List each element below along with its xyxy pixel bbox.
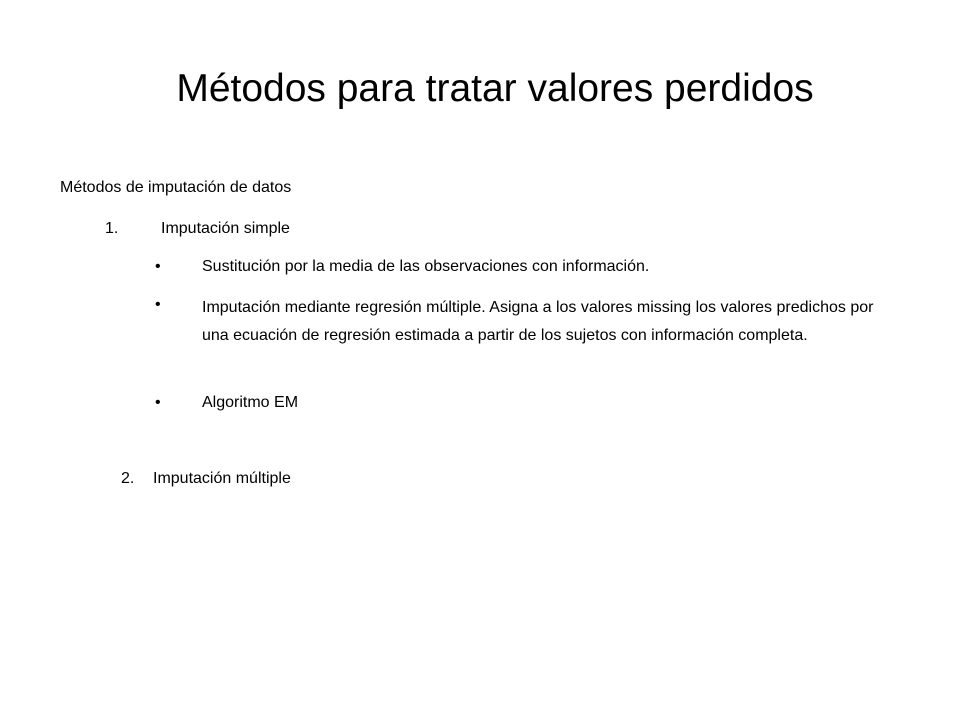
- bullet-item-algoritmo-em: Algoritmo EM: [202, 394, 299, 411]
- bullet-marker: •: [155, 258, 161, 275]
- bullet-marker: •: [155, 296, 161, 313]
- list-number-1: 1.: [105, 220, 119, 237]
- section-heading: Métodos de imputación de datos: [60, 179, 292, 196]
- list-item-imputacion-simple: Imputación simple: [161, 220, 290, 237]
- bullet-item-media: Sustitución por la media de las observaciones con información.: [202, 258, 650, 275]
- list-item-imputacion-multiple: Imputación múltiple: [153, 470, 291, 487]
- slide-title: Métodos para tratar valores perdidos: [176, 67, 814, 110]
- bullet-item-regresion: Imputación mediante regresión múltiple. Asigna a los valores missing los valores predichos por una ecuación de regresión estimada a partir de los sujetos con información completa.: [202, 299, 874, 344]
- bullet-marker: •: [155, 394, 161, 411]
- list-number-2: 2.: [121, 470, 135, 487]
